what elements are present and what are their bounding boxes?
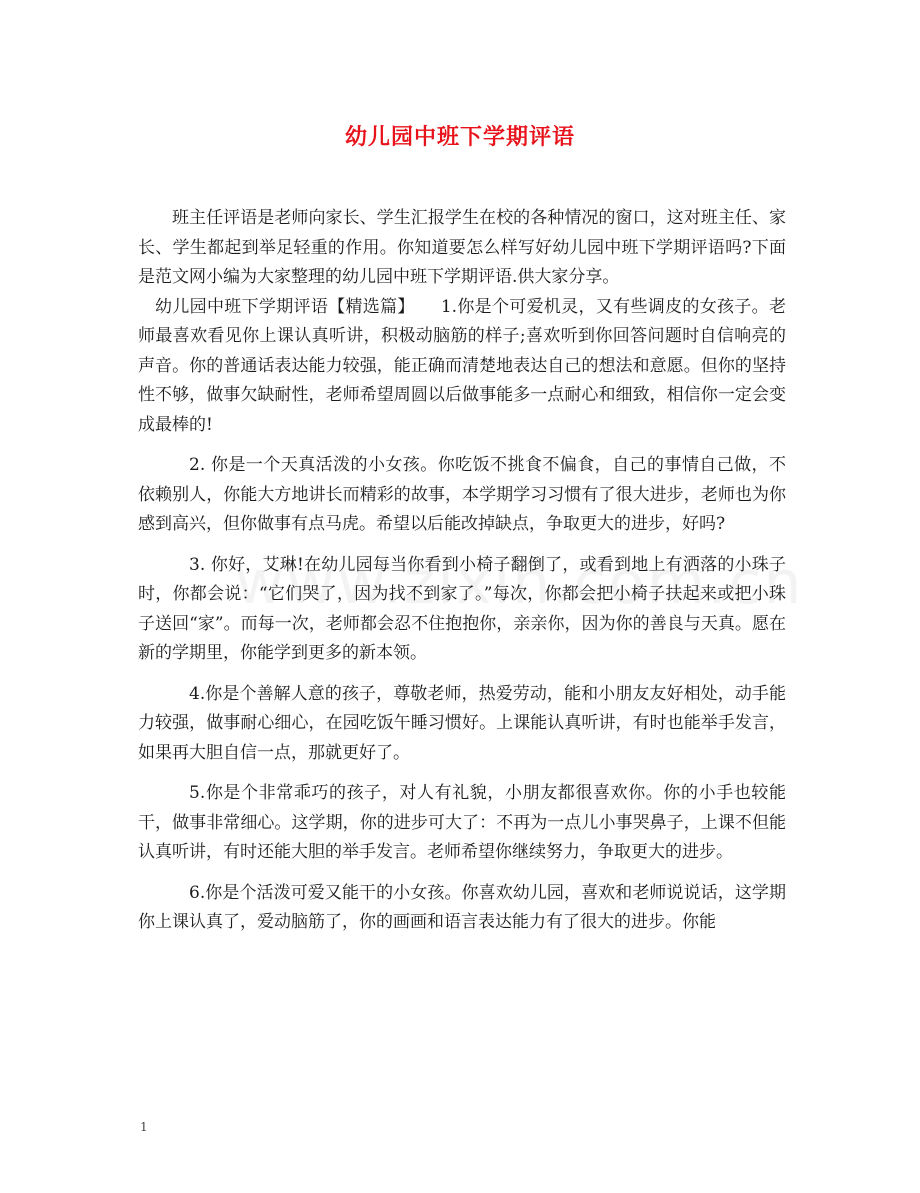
comment-paragraph-2: 2. 你是一个天真活泼的小女孩。你吃饭不挑食不偏食，自己的事情自己做，不依赖别人，你能大方地讲长而精彩的故事，本学期学习习惯有了很大进步，老师也为你感到高兴，但你做事有点马虎。希望以后能改掉缺点，争取更大的进步，好吗? <box>138 455 786 534</box>
comment-paragraph-4: 4.你是个善解人意的孩子，尊敬老师，热爱劳动，能和小朋友友好相处，动手能力较强，做事耐心细心，在园吃饭午睡习惯好。上课能认真听讲，有时也能举手发言，如果再大胆自信一点，那就更好了。 <box>138 683 786 763</box>
intro-paragraph: 班主任评语是老师向家长、学生汇报学生在校的各种情况的窗口，这对班主任、家长、学生都起到举足轻重的作用。你知道要怎么样写好幼儿园中班下学期评语吗?下面是范文网小编为大家整理的幼儿园中班下学期评语.供大家分享。 <box>138 208 786 287</box>
comment-paragraph-3: 3. 你好，艾琳!在幼儿园每当你看到小椅子翻倒了，或看到地上有洒落的小珠子时，你都会说：“它们哭了，因为找不到家了。”每次，你都会把小椅子扶起来或把小珠子送回“家”。而每一次，老师都会忍不住抱抱你，亲亲你，因为你的善良与天真。愿在新的学期里，你能学到更多的新本领。 <box>138 554 786 663</box>
comment-paragraph-1: 幼儿园中班下学期评语【精选篇】 1.你是个可爱机灵，又有些调皮的女孩子。老师最喜欢看见你上课认真听讲，积极动脑筋的样子;喜欢听到你回答问题时自信响亮的声音。你的普通话表达能力较强，能正确而清楚地表达自己的想法和意愿。但你的坚持性不够，做事欠缺耐性，老师希望周圆以后做事能多一点耐心和细致，相信你一定会变成最棒的! <box>138 296 786 435</box>
document-title: 幼儿园中班下学期评语 <box>344 124 575 150</box>
page-number: 1 <box>140 1120 148 1134</box>
comment-paragraph-5: 5.你是个非常乖巧的孩子，对人有礼貌，小朋友都很喜欢你。你的小手也较能干，做事非常细心。这学期，你的进步可大了：不再为一点儿小事哭鼻子，上课不但能认真听讲，有时还能大胆的举手发言。老师希望你继续努力，争取更大的进步。 <box>138 783 786 862</box>
document-body <box>138 204 786 938</box>
comment-paragraph-6: 6.你是个活泼可爱又能干的小女孩。你喜欢幼儿园，喜欢和老师说说话，这学期你上课认真了，爱动脑筋了，你的画画和语言表达能力有了很大的进步。你能 <box>138 882 786 932</box>
